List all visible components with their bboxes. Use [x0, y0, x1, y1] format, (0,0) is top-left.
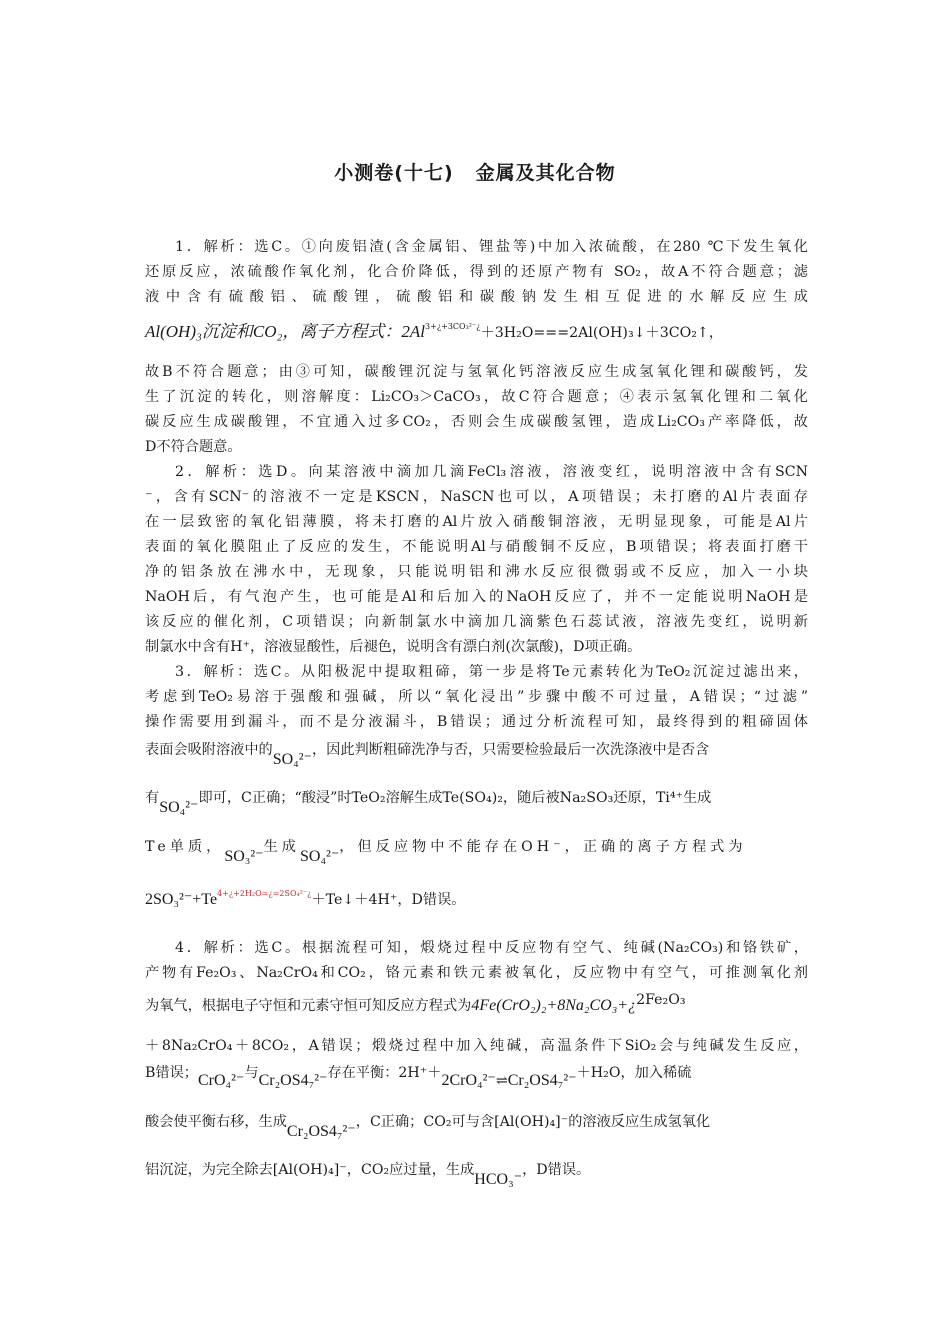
q4-line-5-text-b: 与 — [244, 1065, 259, 1081]
q4-line-3-text-a: 为氧气，根据电子守恒和元素守恒可知反应方程式为 — [145, 998, 472, 1014]
q2-line-7: 该反应的催化剂，C项错误；向新制氯水中滴加几滴紫色石蕊试液，溶液先变红，说明新 — [145, 614, 808, 630]
q4-line-1: 4．解析：选C。根据流程可知，煅烧过程中反应物有空气、纯碱(Na₂CO₃)和铬铁矿， — [175, 940, 808, 956]
q1-line-5: 故B不符合题意；由③可知，碳酸锂沉淀与氢氧化钙溶液反应生成氢氧化锂和碳酸钙，发 — [145, 364, 808, 380]
q4-line-6-text-b: ，C正确；CO₂可与含[Al(OH)₄]⁻的溶液反应生成氢氧化 — [355, 1114, 711, 1130]
q3-line-6-text-b: 生成 — [263, 839, 300, 855]
q3-line-1: 3．解析：选C。从阳极泥中提取粗碲，第一步是将Te元素转化为TeO₂沉淀过滤出来， — [175, 664, 808, 680]
q3-line-2: 考虑到TeO₂易溶于强酸和强碱，所以“氧化浸出”步骤中酸不可过量，A错误；“过滤” — [145, 689, 808, 705]
ion-two-chromate: 2CrO₄²⁻ — [441, 1072, 496, 1089]
page-title — [0, 158, 950, 185]
q3-equation-right: ＋Te↓＋4H⁺，D错误。 — [311, 892, 466, 908]
q4-line-6 — [145, 1112, 808, 1140]
q4-line-5 — [145, 1063, 808, 1089]
equilibrium-arrow: ⇌ — [495, 1073, 508, 1089]
ion-bicarbonate: HCO₃⁻ — [474, 1171, 523, 1188]
q4-line-7 — [145, 1160, 808, 1188]
ion-sulfite: SO₃²⁻ — [224, 848, 264, 865]
ion-dichromate: Cr₂OS4₇²⁻ — [286, 1123, 356, 1140]
q2-line-2: ⁻，含有SCN⁻的溶液不一定是KSCN，NaSCN也可以，A项错误；未打磨的Al片表面存 — [145, 489, 808, 505]
q4-line-7-text-b: ，D错误。 — [522, 1162, 591, 1178]
ion-dichromate: Cr₂OS4₇²⁻ — [507, 1072, 577, 1089]
q4-equation-left: 4Fe(CrO₂)₂+8Na₂CO₃+¿ — [471, 997, 637, 1014]
q1-line-4 — [145, 322, 808, 343]
q1-line-3: 液中含有硫酸铝、硫酸锂，硫酸铝和碳酸钠发生相互促进的水解反应生成 — [145, 289, 808, 305]
q1-equation-right: ＋3H₂O===2Al(OH)₃↓＋3CO₂↑， — [480, 325, 724, 341]
q1-line-2: 还原反应，浓硫酸作氧化剂，化合价降低，得到的还原产物有 SO₂，故A不符合题意；滤 — [145, 264, 808, 280]
ion-dichromate: Cr₂OS4₇²⁻ — [258, 1072, 328, 1089]
q2-line-1: 2．解析：选D。向某溶液中滴加几滴FeCl₃溶液，溶液变红，说明溶液中含有SCN — [175, 464, 808, 480]
q4-line-6-text-a: 酸会使平衡右移，生成 — [145, 1114, 287, 1130]
q4-line-5-text-a: B错误； — [145, 1065, 198, 1081]
q3-equation-left: 2SO₃²⁻+Te — [145, 891, 218, 908]
q4-line-5-text-c: 存在平衡：2H⁺＋ — [327, 1065, 442, 1081]
title-part2: 金属及其化合物 — [475, 162, 616, 184]
q3-line-4-text-b: ，因此判断粗碲洗净与否，只需要检验最后一次洗涤液中是否含 — [311, 742, 710, 758]
q1-line-7: 碳反应生成碳酸锂，不宜通入过多CO₂，否则会生成碳酸氢锂，造成Li₂CO₃产率降低，故 — [145, 414, 808, 430]
q2-line-8: 制氯水中含有H⁺，溶液显酸性，后褪色，说明含有漂白剂(次氯酸)，D项正确。 — [145, 639, 642, 655]
q2-line-5: 净的铝条放在沸水中，无现象，只能说明铝和沸水反应很微弱或不反应，加入一小块 — [145, 564, 808, 580]
q1-line-1: 1．解析：选C。①向废铝渣(含金属铝、锂盐等)中加入浓硫酸，在280 ℃下发生氧化 — [175, 239, 808, 255]
q1-equation-garbled: 3+¿+3CO₃²⁻¿ — [425, 322, 481, 331]
q3-line-6 — [145, 837, 808, 865]
q3-line-5-text-a: 有 — [145, 790, 160, 806]
q4-equation-right: 2Fe₂O₃ — [636, 992, 686, 1008]
q3-equation-garbled: 4+¿+2H₂O=¿=2SO₄²⁻¿ — [217, 889, 312, 898]
q2-line-3: 在一层致密的氧化铝薄膜，将未打磨的Al片放入硝酸铜溶液，无明显现象，可能是Al片 — [145, 514, 808, 530]
q3-line-5 — [145, 788, 808, 816]
ion-sulfate: SO₄²⁻ — [300, 848, 340, 865]
q4-line-3 — [145, 990, 808, 1016]
q4-line-2: 产物有Fe₂O₃、Na₂CrO₄和CO₂，铬元素和铁元素被氧化，反应物中有空气，可推测氧化剂 — [145, 965, 808, 981]
q3-line-5-text-b: 即可，C正确；“酸浸”时TeO₂溶解生成Te(SO₄)₂，随后被Na₂SO₃还原，Ti⁴⁺生成 — [198, 790, 712, 806]
q1-line-6: 生了沉淀的转化，则溶解度：Li₂CO₃＞CaCO₃，故C符合题意；④表示氢氧化锂和二氧化 — [145, 389, 808, 405]
q4-line-7-text-a: 铝沉淀，为完全除去[Al(OH)₄]⁻，CO₂应过量，生成 — [145, 1162, 475, 1178]
q3-line-3: 操作需要用到漏斗，而不是分液漏斗，B错误；通过分析流程可知，最终得到的粗碲固体 — [145, 714, 808, 730]
q3-line-6-text-c: ，但反应物中不能存在OH⁻，正确的离子方程式为 — [339, 839, 747, 855]
q1-equation-left: Al(OH)₃沉淀和CO₂，离子方程式：2Al — [145, 322, 426, 341]
q2-line-6: NaOH后，有气泡产生，也可能是Al和后加入的NaOH反应了，并不一定能说明NaOH是 — [145, 589, 808, 605]
title-part1: 小测卷(十七) — [334, 162, 454, 184]
q3-line-4 — [145, 740, 808, 768]
ion-sulfate: SO₄²⁻ — [159, 799, 199, 816]
ion-chromate: CrO₄²⁻ — [198, 1072, 245, 1089]
q3-line-4-text-a: 表面会吸附溶液中的 — [145, 742, 273, 758]
q4-line-5-text-d: ＋H₂O，加入稀硫 — [576, 1065, 692, 1081]
q3-line-6-text-a: Te单质， — [145, 839, 225, 855]
ion-sulfate: SO₄²⁻ — [272, 751, 312, 768]
q4-line-4: ＋8Na₂CrO₄＋8CO₂，A错误；煅烧过程中加入纯碱，高温条件下SiO₂会与纯碱发生反应， — [145, 1038, 808, 1054]
q2-line-4: 表面的氧化膜阻止了反应的发生，不能说明Al与硝酸铜不反应，B项错误；将表面打磨干 — [145, 539, 808, 555]
q1-line-8: D不符合题意。 — [145, 439, 242, 455]
q3-line-7 — [145, 890, 808, 910]
